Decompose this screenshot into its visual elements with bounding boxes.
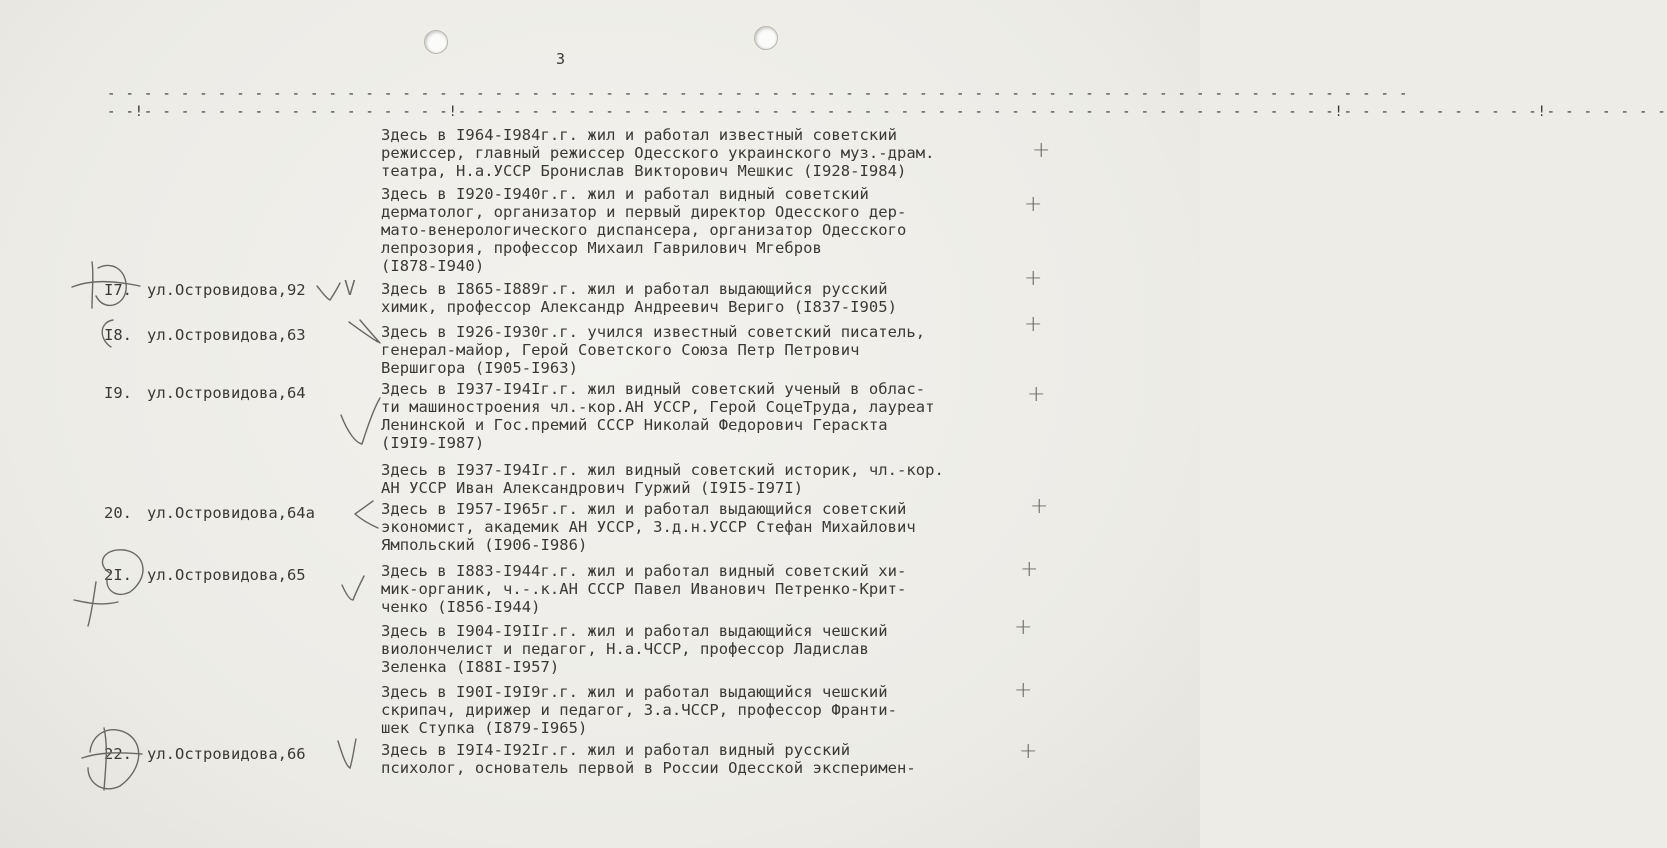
entry-yampolskiy: Здесь в I957-I965г.г. жил и работал выдающийся советский экономист, академик АН УССР, З.д.н.УССР Стефан Михайлович Ямпольский (I906-I986) [381,500,916,554]
entry-geraskta: Здесь в I937-I94Iг.г. жил видный советский ученый в облас- ти машиностроения чл.-кор.АН УССР, Герой СоцеТруда, лауреат Ленинской и Гос.премий СССР Николай Федорович Гераскта (I9I9-I987) [381,380,935,452]
entry-address: ул.Островидова,92 [147,281,306,299]
entry-number: 2I. [104,566,132,584]
approval-mark: + [1024,312,1043,337]
entry-address: ул.Островидова,64а [147,504,315,522]
entry-number: I8. [104,326,132,344]
entry-address: ул.Островидова,65 [147,566,306,584]
entry-zelenka: Здесь в I904-I9IIг.г. жил и работал выдающийся чешский виолончелист и педагог, Н.а.ЧССР, профессор Ладислав Зеленка (I88I-I957) [381,622,888,676]
punch-hole-left [424,30,448,54]
pencil-check-20-icon [355,501,378,528]
entry-number: I7. [104,281,132,299]
entry-psychologist: Здесь в I9I4-I92Iг.г. жил и работал видный русский психолог, основатель первой в России Одесской эксперимен- [381,741,916,777]
approval-mark: + [1024,192,1043,217]
pencil-check-22-icon [338,739,356,768]
page-number: 3 [556,50,566,68]
pencil-check-18-icon [349,320,380,343]
check-mark-icon: V [344,276,356,300]
entry-number: 20. [104,504,132,522]
entry-meshkis: Здесь в I964-I984г.г. жил и работал известный советский режиссер, главный режиссер Одесского украинского муз.-драм. театра, Н.а.УССР Бронислав Викторович Мешкис (I928-I984) [381,126,935,180]
entry-petrenko-kritchenko: Здесь в I883-I944г.г. жил и работал видный советский хи- мик-органик, ч.-.к.АН СССР Павел Иванович Петренко-Крит- ченко (I856-I944) [381,562,907,616]
entry-vershigora: Здесь в I926-I930г.г. учился известный советский писатель, генерал-майор, Герой Советского Союза Петр Петрович Вершигора (I905-I963) [381,323,926,377]
entry-mgebrov: Здесь в I920-I940г.г. жил и работал видный советский дерматолог, организатор и первый директор Одесского дер- мато-венерологического диспансера, организатор Одесского лепрозория, профессор Михаил Гаврилович Мгебров (I878-I940) [381,185,907,275]
entry-address: ул.Островидова,63 [147,326,306,344]
entry-number: 22. [104,745,132,763]
table-top-rule: - - - - - - - - - - - - - - - - - - - - - - - - - - - - - - - - - - - - - - - - - - - - - - - - - - - - - - - - - - - - - - - - - - - - - - - [107,86,1409,102]
pencil-plus-21-icon [74,582,118,626]
entry-guzhiy: Здесь в I937-I94Iг.г. жил видный советский историк, чл.-кор. АН УССР Иван Александрович Гуржий (I9I5-I97I) [381,461,944,497]
punch-hole-right [754,26,778,50]
approval-mark: + [1027,382,1046,407]
approval-mark: + [1014,615,1033,640]
entry-address: ул.Островидова,66 [147,745,306,763]
approval-mark: + [1014,678,1033,703]
pencil-check-17-icon [317,283,340,300]
approval-mark: + [1019,739,1038,764]
approval-mark: + [1030,494,1049,519]
entry-verigo: Здесь в I865-I889г.г. жил и работал выдающийся русский химик, профессор Александр Андреевич Вериго (I837-I905) [381,280,897,316]
entry-number: I9. [104,384,132,402]
approval-mark: + [1020,557,1039,582]
table-header-rule: - -!- - - - - - - - - - - - - - - - -!- - - - - - - - - - - - - - - - - - - - - - - - - - - - - - - - - - - - - - - - - - - - - - - -!- - - - - - - - - - -!- - - - - - - [107,104,1667,120]
pencil-check-19-icon [341,398,380,444]
entry-address: ул.Островидова,64 [147,384,306,402]
approval-mark: + [1024,266,1043,291]
approval-mark: + [1032,138,1051,163]
entry-stupka: Здесь в I90I-I9I9г.г. жил и работал выдающийся чешский скрипач, дирижер и педагог, З.а.ЧССР, профессор Франти- шек Ступка (I879-I965) [381,683,897,737]
pencil-check-21-icon [342,576,364,600]
